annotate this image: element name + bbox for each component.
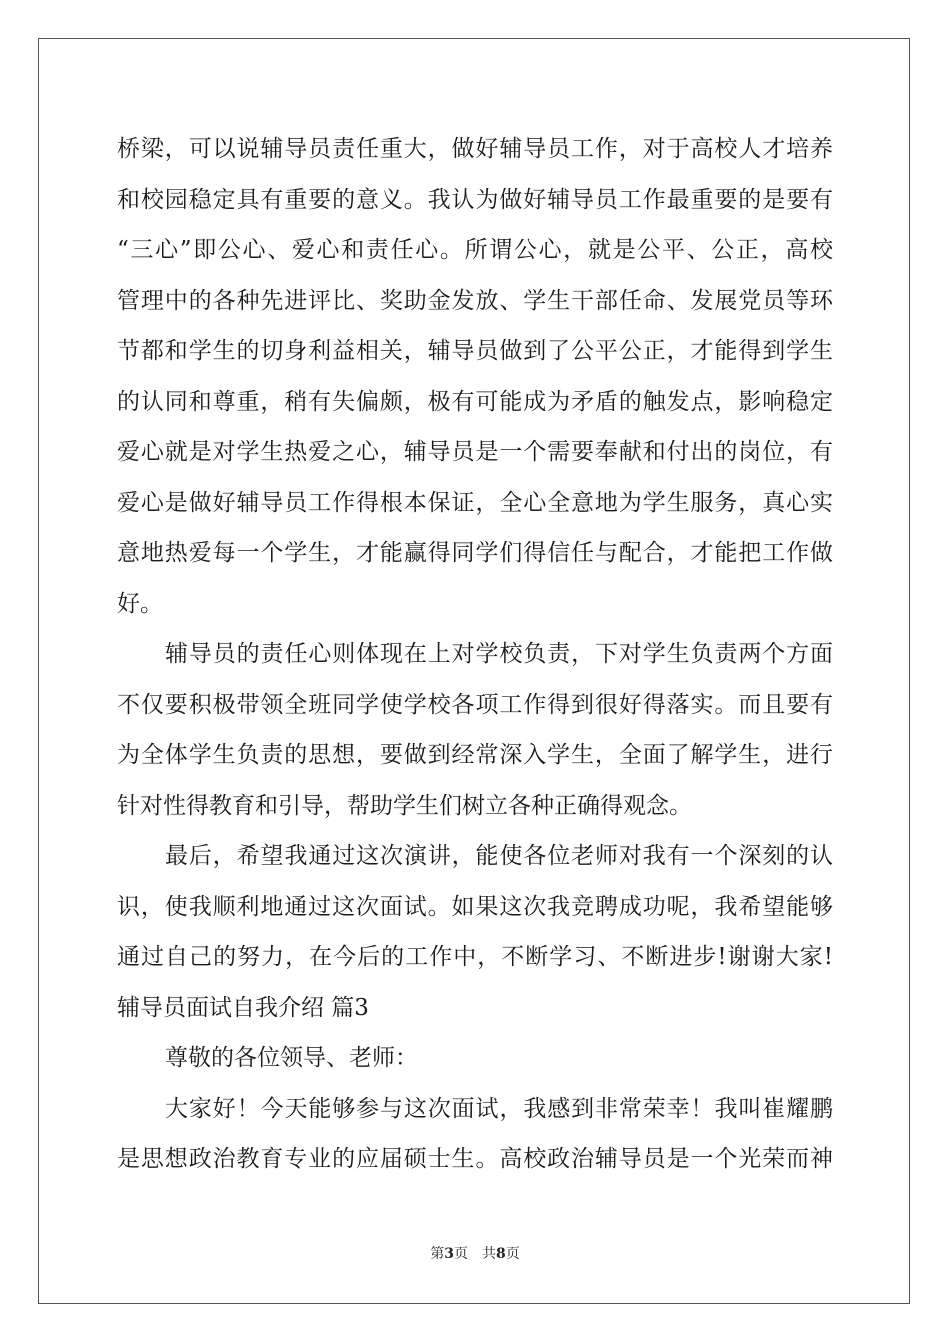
text-line: “三心”即公心、爱心和责任心。所谓公心，就是公平、公正，高校	[117, 237, 833, 263]
text-line: 不仅要积极带领全班同学使学校各项工作得到很好得落实。而且要有	[117, 691, 833, 718]
text-line: 爱心就是对学生热爱之心，辅导员是一个需要奉献和付出的岗位，有	[117, 439, 833, 465]
text-line: 为全体学生负责的思想，要做到经常深入学生，全面了解学生，进行	[117, 742, 833, 768]
section-heading: 辅导员面试自我介绍 篇3	[117, 994, 369, 1021]
paragraph-1	[117, 124, 833, 629]
greeting: 尊敬的各位领导、老师：	[165, 1045, 418, 1071]
total-page-count: 8	[496, 1246, 506, 1262]
paragraph-3	[117, 831, 833, 983]
page-prefix: 第	[430, 1246, 445, 1262]
text-line: 大家好！今天能够参与这次面试，我感到非常荣幸！我叫崔耀鹏	[165, 1095, 833, 1122]
page-suffix: 页	[454, 1246, 468, 1262]
text-line: 识，使我顺利地通过这次面试。如果这次我竞聘成功呢，我希望能够	[117, 893, 833, 920]
text-line: 桥梁，可以说辅导员责任重大，做好辅导员工作，对于高校人才培养	[117, 136, 833, 162]
total-prefix: 共	[482, 1246, 496, 1262]
text-line: 是思想政治教育专业的应届硕士生。高校政治辅导员是一个光荣而神	[117, 1146, 833, 1172]
paragraph-2	[117, 629, 833, 831]
text-line: 的认同和尊重，稍有失偏颇，极有可能成为矛盾的触发点，影响稳定	[117, 388, 833, 415]
text-line: 辅导员的责任心则体现在上对学校负责，下对学生负责两个方面	[165, 641, 833, 667]
current-page-number: 3	[444, 1246, 454, 1262]
text-line: 节都和学生的切身利益相关，辅导员做到了公平公正，才能得到学生	[117, 338, 833, 364]
text-line: 爱心是做好辅导员工作得根本保证，全心全意地为学生服务，真心实	[117, 489, 833, 516]
text-line: 针对性得教育和引导，帮助学生们树立各种正确得观念。	[117, 792, 692, 819]
text-line: 管理中的各种先进评比、奖助金发放、学生干部任命、发展党员等环	[117, 287, 833, 314]
text-line: 通过自己的努力，在今后的工作中，不断学习、不断进步!谢谢大家!	[117, 944, 833, 970]
text-line: 意地热爱每一个学生，才能赢得同学们得信任与配合，才能把工作做	[117, 540, 833, 566]
total-suffix: 页	[505, 1246, 520, 1262]
document-body	[117, 124, 833, 1185]
intro-paragraph	[117, 1084, 833, 1185]
text-line: 最后，希望我通过这次演讲，能使各位老师对我有一个深刻的认	[165, 843, 833, 869]
text-line: 好。	[117, 590, 163, 617]
text-line: 和校园稳定具有重要的意义。我认为做好辅导员工作最重要的是要有	[117, 186, 833, 213]
page-footer	[0, 1243, 950, 1263]
